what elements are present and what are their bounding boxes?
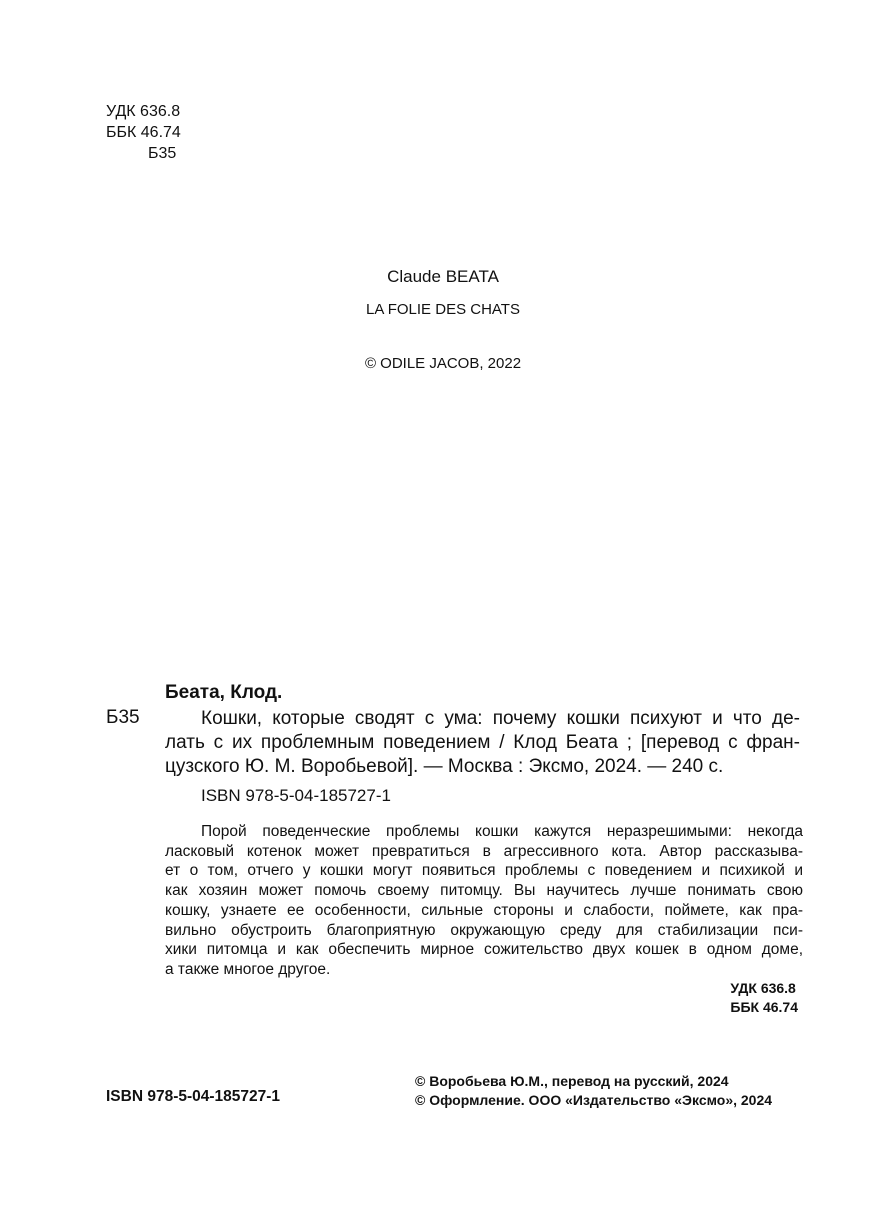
original-title: LA FOLIE DES CHATS — [366, 301, 520, 318]
classification-codes — [106, 101, 181, 164]
original-author: Claude BEATA — [387, 267, 499, 286]
annotation-line: как хозяин может помочь своему питомцу. Вы научитесь лучше понимать свою — [165, 882, 803, 900]
annotation-line: ет о том, отчего у кошки могут появиться проблемы с поведением и психикой и — [165, 862, 803, 880]
bibliographic-description — [165, 707, 800, 779]
annotation-line: кошку, узнаете ее особенности, сильные стороны и слабости, поймете, как пра- — [165, 901, 803, 919]
description-line: цузского Ю. М. Воробьевой]. — Москва : Эксмо, 2024. — 240 с. — [165, 756, 724, 777]
copyright-translation: © Воробьева Ю.М., перевод на русский, 2024 — [415, 1073, 729, 1089]
annotation-line: хики питомца и как обеспечить мирное сожительство двух кошек в одном доме, — [165, 941, 803, 959]
annotation-line: вильно обустроить благоприятную окружающую среду для стабилизации пси- — [165, 921, 803, 939]
bbk-code: ББК 46.74 — [106, 124, 181, 141]
udk-code: УДК 636.8 — [106, 103, 181, 120]
isbn: ISBN 978-5-04-185727-1 — [201, 786, 391, 805]
author-heading: Беата, Клод. — [165, 682, 283, 703]
bbk-code: ББК 46.74 — [730, 999, 798, 1015]
footer-copyrights — [415, 1072, 772, 1110]
cutter-code: Б35 — [148, 145, 177, 162]
annotation-line: ласковый котенок может превратиться в агрессивного кота. Автор рассказыва- — [165, 842, 803, 860]
annotation-line: а также многое другое. — [165, 960, 331, 978]
annotation-codes — [730, 979, 798, 1017]
description-line: лать с их проблемным поведением / Клод Беата ; [перевод с фран- — [165, 732, 800, 753]
annotation — [165, 822, 803, 980]
footer-isbn: ISBN 978-5-04-185727-1 — [106, 1088, 281, 1105]
cutter-mark: Б35 — [106, 707, 140, 728]
udk-code: УДК 636.8 — [730, 980, 796, 996]
original-copyright: © ODILE JACOB, 2022 — [364, 355, 522, 372]
description-line: Кошки, которые сводят с ума: почему кошки психуют и что де- — [201, 708, 800, 729]
copyright-design: © Оформление. ООО «Издательство «Эксмо», 2024 — [415, 1092, 773, 1108]
annotation-line: Порой поведенческие проблемы кошки кажутся неразрешимыми: некогда — [201, 823, 803, 840]
